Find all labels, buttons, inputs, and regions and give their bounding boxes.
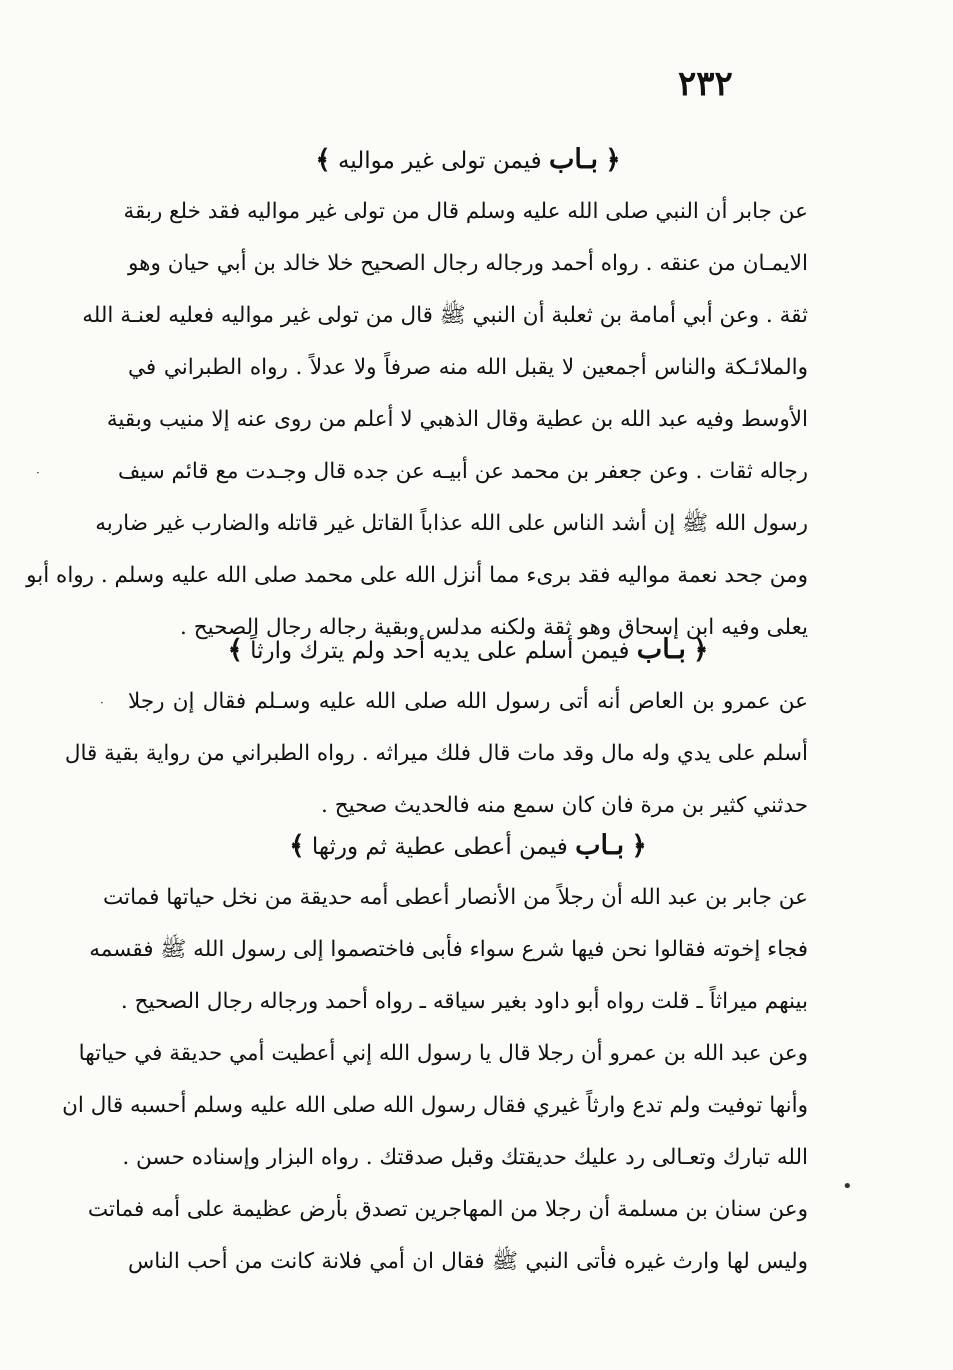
text-line: وأنها توفيت ولم تدع وارثاً غيري فقال رسول الله صلى الله عليه وسلم أحسبه قال ان — [62, 1093, 808, 1118]
text-line: فجاء إخوته فقالوا نحن فيها شرع سواء فأبى فاختصموا إلى رسول الله ﷺ فقسمه — [89, 937, 808, 962]
margin-dot: · — [36, 466, 40, 480]
heading-close-bracket: ﴾ — [227, 635, 243, 665]
heading-title: فيمن أعطى عطية ثم ورثها — [311, 834, 568, 860]
heading-open-bracket: ﴿ — [693, 635, 709, 665]
text-line: رجاله ثقات . وعن جعفر بن محمد عن أبيـه عن جده قال وجـدت مع قائم سيف — [117, 459, 808, 484]
text-line: الأوسط وفيه عبد الله بن عطية وقال الذهبي لا أعلم من روى عنه إلا منيب وبقية — [106, 407, 808, 432]
text-line: وليس لها وارث غيره فأتى النبي ﷺ فقال ان أمي فلانة كانت من أحب الناس — [128, 1249, 808, 1274]
text-line: حدثني كثير بن مرة فان كان سمع منه فالحديث صحيح . — [321, 793, 808, 818]
section-2 — [64, 624, 808, 832]
text-line: الايمـان من عنقه . رواه أحمد ورجاله رجال الصحيح خلا خالد بن أبي حيان وهو — [128, 251, 808, 276]
heading-title: فيمن أسلم على يديه أحد ولم يترك وارثاً — [250, 638, 630, 664]
heading-open-bracket: ﴿ — [631, 831, 647, 861]
heading-bab-label: بـاب — [548, 144, 599, 175]
section-heading — [128, 624, 808, 676]
section-3 — [62, 820, 808, 1288]
text-line: عن عمرو بن العاص أنه أتى رسول الله صلى الله عليه وسـلم فقال إن رجلا — [128, 689, 808, 714]
heading-close-bracket: ﴾ — [289, 831, 305, 861]
page-number: ٢٣٢ — [678, 64, 733, 104]
margin-dot: · — [100, 696, 104, 710]
heading-bab-label: بـاب — [636, 634, 686, 665]
heading-open-bracket: ﴿ — [605, 145, 621, 175]
margin-dot: • — [842, 1176, 853, 1197]
section-heading — [128, 134, 808, 186]
text-line: رسول الله ﷺ إن أشد الناس على الله عذاباً القاتل غير قاتله والضارب غير ضاربه — [95, 511, 808, 536]
text-line: عن جابر أن النبي صلى الله عليه وسلم قال من تولى غير مواليه فقد خلع ربقة — [123, 199, 808, 224]
text-line: عن جابر بن عبد الله أن رجلاً من الأنصار أعطى أمه حديقة من نخل حياتها فماتت — [103, 885, 808, 910]
heading-bab-label: بـاب — [575, 830, 625, 861]
text-line: وعن عبد الله بن عمرو أن رجلا قال يا رسول الله إني أعطيت أمي حديقة في حياتها — [78, 1041, 808, 1066]
text-line: وعن سنان بن مسلمة أن رجلا من المهاجرين تصدق بأرض عظيمة على أمه فماتت — [87, 1197, 808, 1222]
section-heading — [128, 820, 808, 872]
text-line: بينهم ميراثاً ـ قلت رواه أبو داود بغير سياقه ـ رواه أحمد ورجاله رجال الصحيح . — [120, 989, 808, 1014]
heading-title: فيمن تولى غير مواليه — [337, 148, 542, 174]
text-line: أسلم على يدي وله مال وقد مات قال فلك ميراثه . رواه الطبراني من رواية بقية قال — [64, 741, 808, 766]
text-line: ثقة . وعن أبي أمامة بن ثعلبة أن النبي ﷺ قال من تولى غير مواليه فعليه لعنـة الله — [82, 303, 808, 328]
text-line: يعلى وفيه ابن إسحاق وهو ثقة ولكنه مدلس وبقية رجاله رجال الصحيح . — [180, 615, 808, 640]
text-line: ومن جحد نعمة مواليه فقد برىء مما أنزل الله على محمد صلى الله عليه وسلم . رواه أبو — [26, 563, 808, 588]
text-line: والملائـكة والناس أجمعين لا يقبل الله منه صرفاً ولا عدلاً . رواه الطبراني في — [128, 355, 808, 380]
text-line: الله تبارك وتعـالى رد عليك حديقتك وقبل صدقتك . رواه البزار وإسناده حسن . — [122, 1145, 808, 1170]
heading-close-bracket: ﴾ — [315, 145, 331, 175]
section-1 — [26, 134, 808, 654]
